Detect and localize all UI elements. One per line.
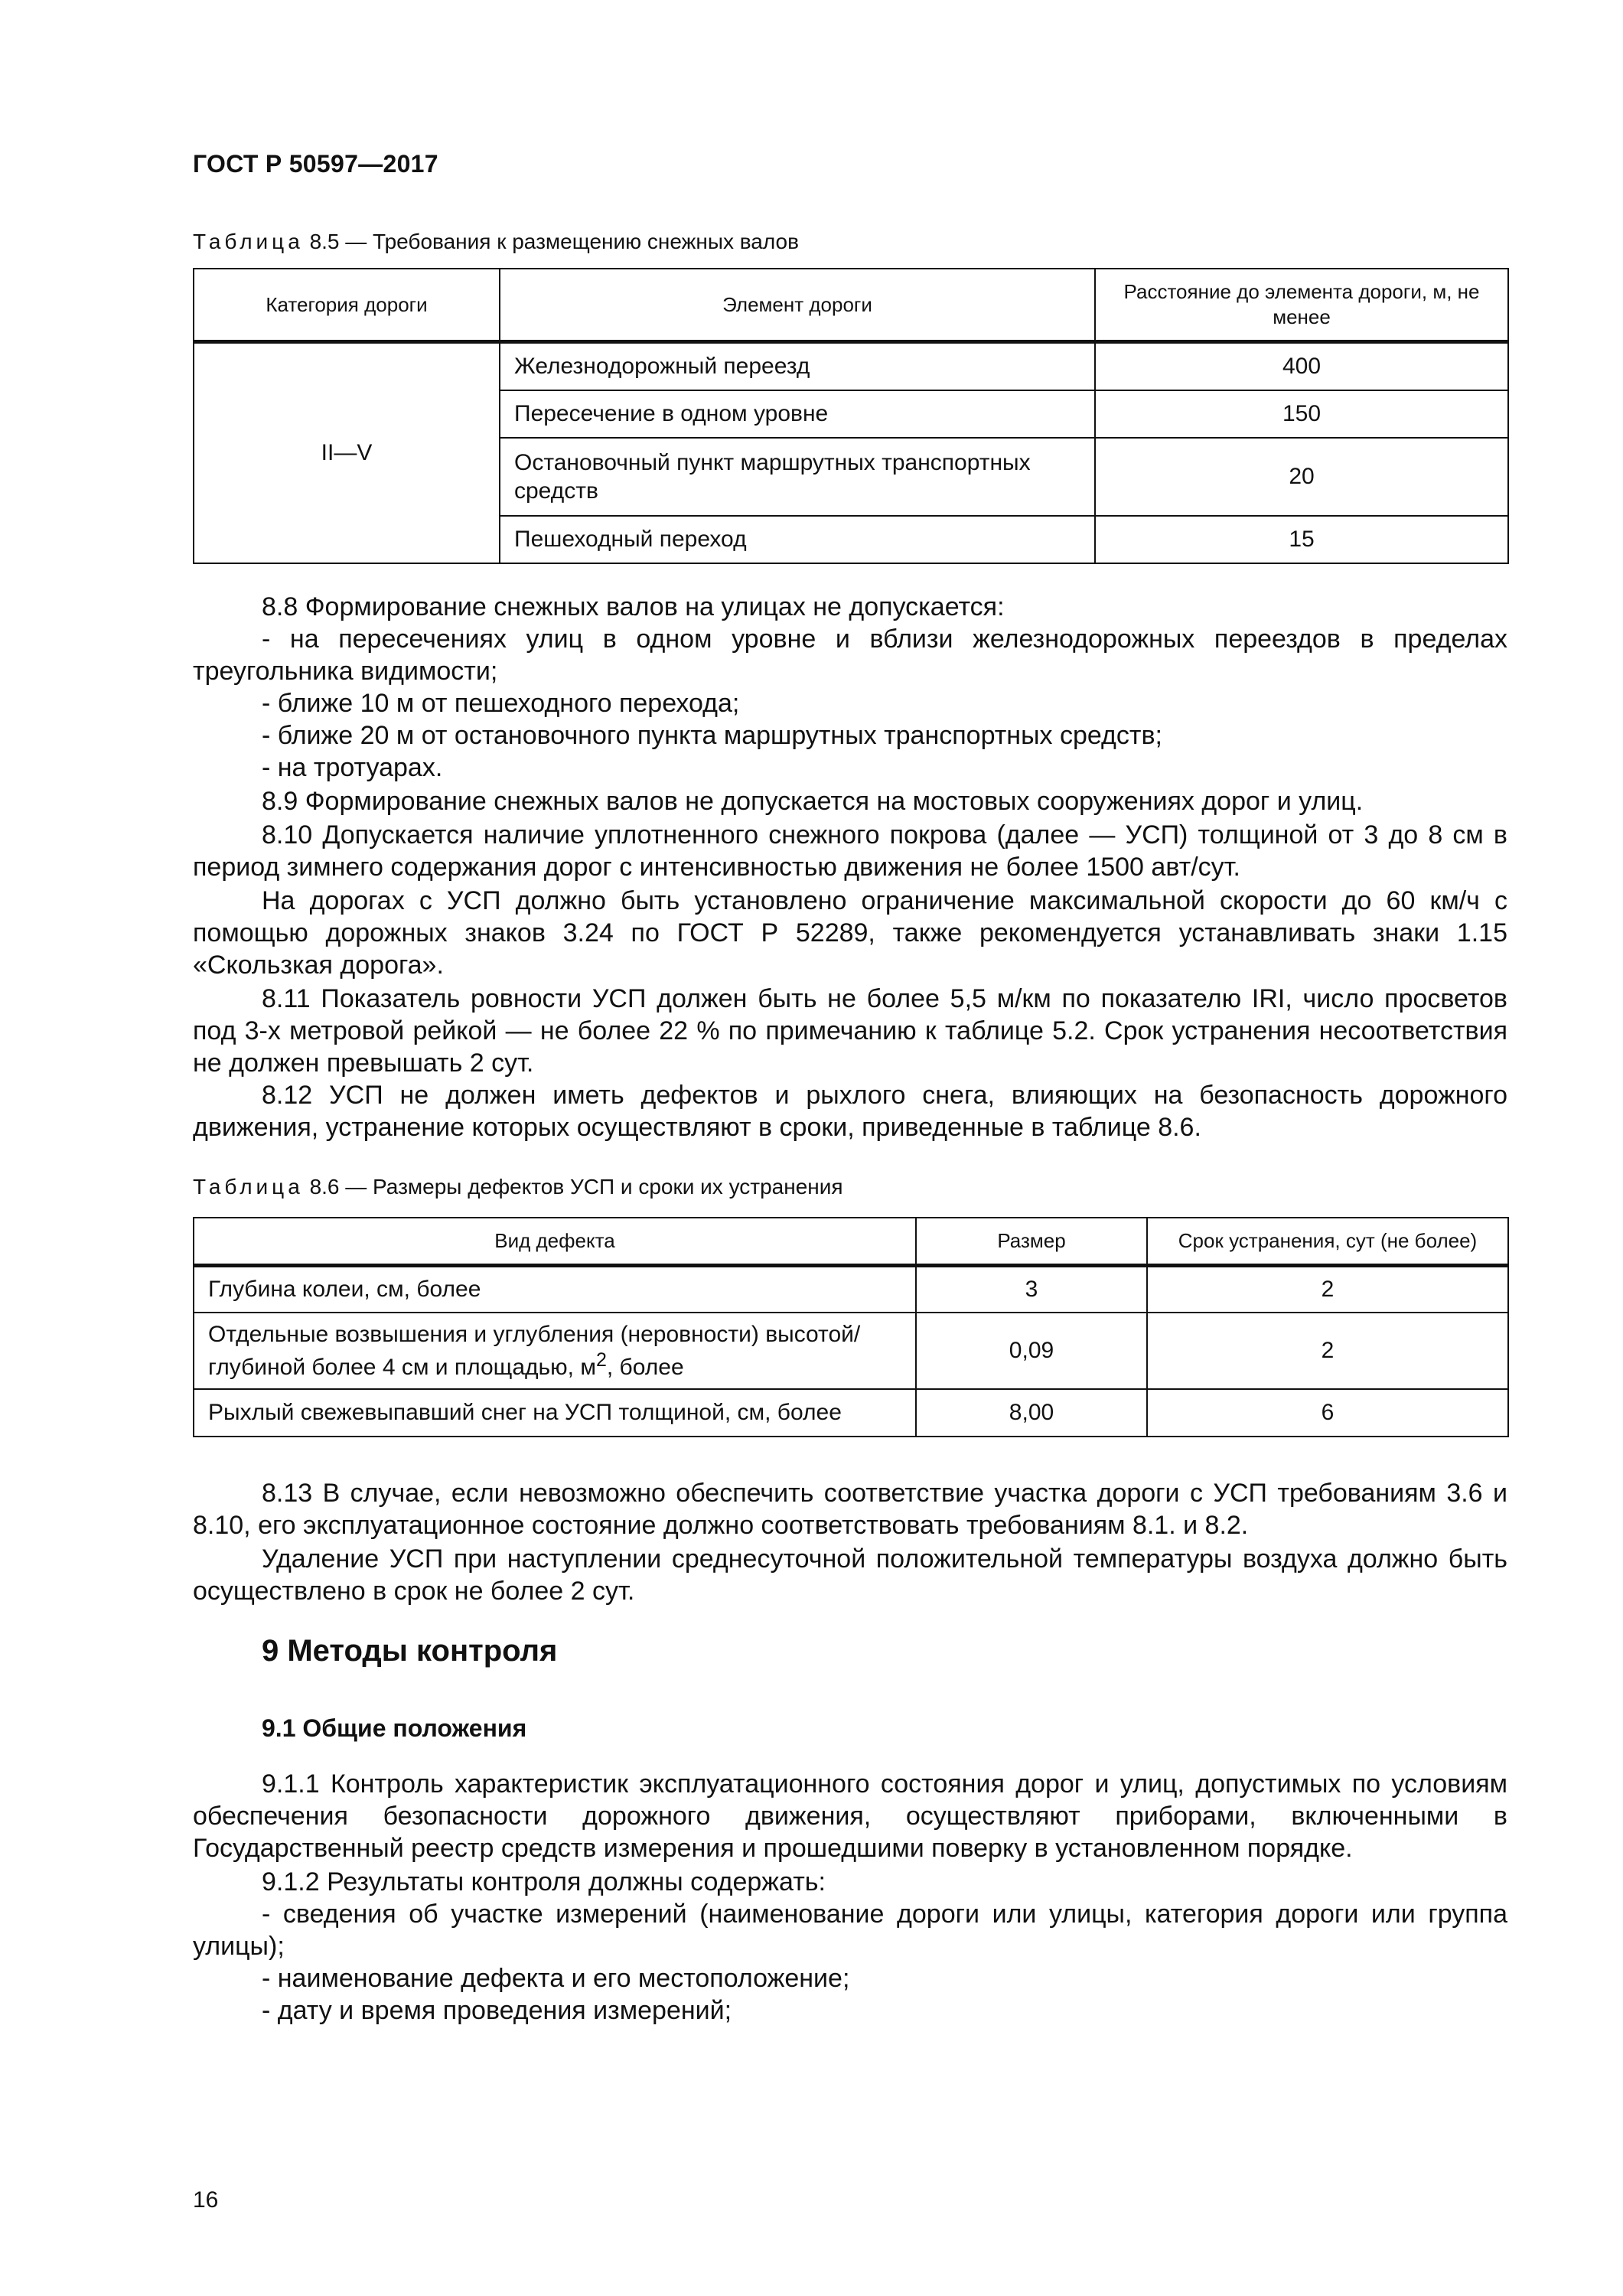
- header-distance: Расстояние до элемента дороги, м, не менее: [1095, 269, 1508, 341]
- paragraph-8-10-speed: На дорогах с УСП должно быть установлено ограничение максимальной скорости до 60 км/ч с помощью дорожных знаков 3.24 по ГОСТ Р 52289, также рекомендуется устанавливать знаки 1.15 «Скользкая дорога».: [193, 886, 1507, 980]
- table-header-row: [194, 1218, 1508, 1265]
- defect-text-tail: , более: [606, 1355, 684, 1380]
- paragraph-9-1-2: 9.1.2 Результаты контроля должны содержать:: [262, 1867, 826, 1896]
- table-header-row: [194, 269, 1508, 341]
- paragraph-8-12: 8.12 УСП не должен иметь дефектов и рыхлого снега, влияющих на безопасность дорожного движения, устранение которых осуществляют в сроки, приведенные в таблице 8.6.: [193, 1081, 1507, 1142]
- element-cell: Остановочный пункт маршрутных транспортных средств: [500, 438, 1095, 516]
- defect-text: Отдельные возвышения и углубления (неровности) высотой/ глубиной более 4 см и площадью, м: [208, 1321, 861, 1380]
- table-row: [194, 1389, 1508, 1437]
- list-item: - ближе 10 м от пешеходного перехода;: [262, 689, 740, 718]
- list-item: - наименование дефекта и его местоположение;: [262, 1964, 850, 1993]
- paragraph-8-9: 8.9 Формирование снежных валов не допускается на мостовых сооружениях дорог и улиц.: [262, 787, 1364, 816]
- table-caption-text: 8.5 — Требования к размещению снежных валов: [303, 230, 799, 253]
- page-number: 16: [193, 2187, 219, 2213]
- table-row: [194, 1265, 1508, 1313]
- paragraph-8-8: 8.8 Формирование снежных валов на улицах не допускается:: [262, 592, 1005, 621]
- term-cell: 2: [1147, 1313, 1508, 1389]
- table-8-6-caption: [193, 1175, 843, 1199]
- distance-cell: 400: [1095, 341, 1508, 390]
- paragraph-8-13: 8.13 В случае, если невозможно обеспечить соответствие участка дороги с УСП требованиям 3.6 и 8.10, его эксплуатационное состояние должно соответствовать требованиям 8.1. и 8.2.: [193, 1479, 1507, 1540]
- list-item: - ближе 20 м от остановочного пункта маршрутных транспортных средств;: [262, 721, 1162, 750]
- defect-cell: Глубина колеи, см, более: [194, 1265, 916, 1313]
- header-defect-type: Вид дефекта: [194, 1218, 916, 1265]
- element-cell: Пешеходный переход: [500, 516, 1095, 563]
- size-cell: 0,09: [916, 1313, 1147, 1389]
- distance-cell: 150: [1095, 390, 1508, 438]
- size-cell: 8,00: [916, 1389, 1147, 1437]
- paragraph-9-1-1: 9.1.1 Контроль характеристик эксплуатационного состояния дорог и улиц, допустимых по условиям обеспечения безопасности дорожного движения, осуществляют приборами, включенными в Государственный реестр средств измерения и прошедшими поверку в установленном порядке.: [193, 1769, 1507, 1863]
- list-item: - на пересечениях улиц в одном уровне и вблизи железнодорожных переездов в пределах треугольника видимости;: [193, 625, 1507, 686]
- table-row: [194, 1313, 1508, 1389]
- subsection-9-1-title: 9.1 Общие положения: [262, 1714, 527, 1742]
- element-cell: Пересечение в одном уровне: [500, 390, 1095, 438]
- list-item: - сведения об участке измерений (наименование дороги или улицы, категория дороги или группа улицы);: [193, 1900, 1507, 1961]
- table-caption-word: Таблица: [193, 230, 304, 253]
- table-8-5-caption: [193, 230, 799, 254]
- defect-cell: Рыхлый свежевыпавший снег на УСП толщиной, см, более: [194, 1389, 916, 1437]
- table-8-6: [193, 1217, 1509, 1437]
- paragraph-8-11: 8.11 Показатель ровности УСП должен быть не более 5,5 м/км по показателю IRI, число просветов под 3-х метровой рейкой — не более 22 % по примечанию к таблице 5.2. Срок устранения несоответствия не должен превышать 2 сут.: [193, 984, 1507, 1078]
- header-size: Размер: [916, 1218, 1147, 1265]
- paragraph-8-13-removal: Удаление УСП при наступлении среднесуточной положительной температуры воздуха должно быть осуществлено в срок не более 2 сут.: [193, 1544, 1507, 1606]
- term-cell: 6: [1147, 1389, 1508, 1437]
- header-term: Срок устранения, сут (не более): [1147, 1218, 1508, 1265]
- size-cell: 3: [916, 1265, 1147, 1313]
- element-cell: Железнодорожный переезд: [500, 341, 1095, 390]
- document-code: ГОСТ Р 50597—2017: [193, 150, 438, 178]
- road-category-cell: II—V: [194, 341, 500, 563]
- table-row: [194, 341, 1508, 390]
- defect-superscript: 2: [595, 1349, 607, 1371]
- table-caption-word: Таблица: [193, 1175, 304, 1199]
- list-item: - дату и время проведения измерений;: [262, 1996, 732, 2025]
- distance-cell: 20: [1095, 438, 1508, 516]
- section-9-title: 9 Методы контроля: [262, 1634, 558, 1668]
- header-road-element: Элемент дороги: [500, 269, 1095, 341]
- term-cell: 2: [1147, 1265, 1508, 1313]
- header-road-category: Категория дороги: [194, 269, 500, 341]
- table-8-5: [193, 268, 1509, 564]
- table-caption-text: 8.6 — Размеры дефектов УСП и сроки их устранения: [303, 1175, 843, 1199]
- distance-cell: 15: [1095, 516, 1508, 563]
- defect-cell: [194, 1313, 916, 1389]
- paragraph-8-10: 8.10 Допускается наличие уплотненного снежного покрова (далее — УСП) толщиной от 3 до 8 см в период зимнего содержания дорог с интенсивностью движения не более 1500 авт/сут.: [193, 820, 1507, 882]
- list-item: - на тротуарах.: [262, 753, 443, 782]
